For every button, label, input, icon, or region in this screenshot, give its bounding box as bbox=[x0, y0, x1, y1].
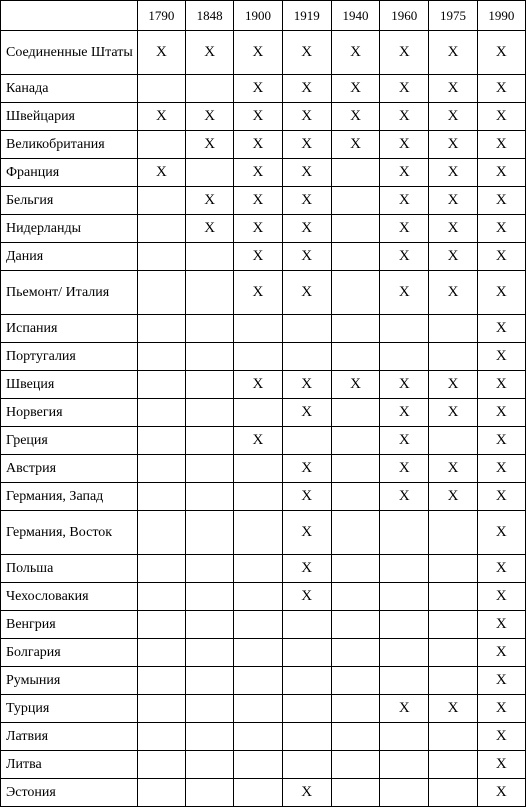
empty-cell bbox=[429, 611, 477, 639]
democracy-mark-cell: X bbox=[380, 187, 429, 215]
empty-cell bbox=[186, 611, 234, 639]
democracy-mark-cell: X bbox=[331, 131, 379, 159]
democracy-mark-cell: X bbox=[477, 555, 525, 583]
empty-cell bbox=[234, 315, 282, 343]
empty-cell bbox=[282, 315, 331, 343]
democracy-mark-cell: X bbox=[331, 371, 379, 399]
democracy-mark-cell: X bbox=[429, 31, 477, 75]
democracy-mark-cell: X bbox=[234, 131, 282, 159]
democracy-mark-cell: X bbox=[477, 611, 525, 639]
democracy-mark-cell: X bbox=[477, 75, 525, 103]
democracy-mark-cell: X bbox=[380, 455, 429, 483]
democracy-mark-cell: X bbox=[282, 455, 331, 483]
country-name-cell: Пьемонт/ Италия bbox=[1, 271, 138, 315]
democracy-mark-cell: X bbox=[380, 75, 429, 103]
empty-cell bbox=[429, 779, 477, 807]
democracy-mark-cell: X bbox=[282, 483, 331, 511]
empty-cell bbox=[282, 343, 331, 371]
democracy-mark-cell: X bbox=[380, 159, 429, 187]
empty-cell bbox=[380, 723, 429, 751]
table-header bbox=[1, 1, 526, 31]
empty-cell bbox=[429, 583, 477, 611]
democracy-mark-cell: X bbox=[477, 343, 525, 371]
empty-cell bbox=[331, 639, 379, 667]
empty-cell bbox=[137, 723, 185, 751]
table-row bbox=[1, 371, 526, 399]
democracy-mark-cell: X bbox=[380, 103, 429, 131]
democracy-mark-cell: X bbox=[282, 779, 331, 807]
country-name-cell: Норвегия bbox=[1, 399, 138, 427]
democracy-mark-cell: X bbox=[234, 215, 282, 243]
empty-cell bbox=[380, 779, 429, 807]
empty-cell bbox=[186, 75, 234, 103]
democracy-mark-cell: X bbox=[186, 103, 234, 131]
empty-cell bbox=[234, 555, 282, 583]
democracy-mark-cell: X bbox=[137, 31, 185, 75]
table-row bbox=[1, 667, 526, 695]
democracy-mark-cell: X bbox=[429, 159, 477, 187]
empty-cell bbox=[234, 611, 282, 639]
empty-cell bbox=[186, 243, 234, 271]
empty-cell bbox=[186, 723, 234, 751]
empty-cell bbox=[186, 483, 234, 511]
empty-cell bbox=[429, 315, 477, 343]
empty-cell bbox=[331, 427, 379, 455]
empty-cell bbox=[186, 427, 234, 455]
empty-cell bbox=[137, 555, 185, 583]
empty-cell bbox=[137, 399, 185, 427]
header-year-1848: 1848 bbox=[186, 1, 234, 31]
header-year-1960: 1960 bbox=[380, 1, 429, 31]
democracy-mark-cell: X bbox=[380, 31, 429, 75]
democracy-mark-cell: X bbox=[380, 399, 429, 427]
democracy-mark-cell: X bbox=[429, 399, 477, 427]
table-row bbox=[1, 103, 526, 131]
empty-cell bbox=[282, 667, 331, 695]
empty-cell bbox=[429, 511, 477, 555]
country-name-cell: Болгария bbox=[1, 639, 138, 667]
democracy-mark-cell: X bbox=[282, 31, 331, 75]
empty-cell bbox=[331, 187, 379, 215]
empty-cell bbox=[186, 511, 234, 555]
empty-cell bbox=[331, 583, 379, 611]
empty-cell bbox=[186, 695, 234, 723]
democracy-mark-cell: X bbox=[477, 667, 525, 695]
democracy-mark-cell: X bbox=[186, 187, 234, 215]
table-row bbox=[1, 611, 526, 639]
democracy-mark-cell: X bbox=[429, 187, 477, 215]
democracy-mark-cell: X bbox=[429, 243, 477, 271]
democracy-mark-cell: X bbox=[282, 103, 331, 131]
democracy-mark-cell: X bbox=[429, 371, 477, 399]
table-row bbox=[1, 215, 526, 243]
democracy-mark-cell: X bbox=[429, 483, 477, 511]
empty-cell bbox=[331, 751, 379, 779]
empty-cell bbox=[137, 483, 185, 511]
empty-cell bbox=[234, 779, 282, 807]
country-name-cell: Греция bbox=[1, 427, 138, 455]
democracy-mark-cell: X bbox=[477, 131, 525, 159]
democracy-mark-cell: X bbox=[477, 103, 525, 131]
democracy-mark-cell: X bbox=[282, 215, 331, 243]
democracy-mark-cell: X bbox=[429, 215, 477, 243]
empty-cell bbox=[380, 667, 429, 695]
democracy-mark-cell: X bbox=[282, 399, 331, 427]
empty-cell bbox=[137, 215, 185, 243]
empty-cell bbox=[380, 583, 429, 611]
empty-cell bbox=[331, 511, 379, 555]
country-name-cell: Турция bbox=[1, 695, 138, 723]
table-row bbox=[1, 723, 526, 751]
democracy-mark-cell: X bbox=[477, 639, 525, 667]
democracy-mark-cell: X bbox=[380, 271, 429, 315]
democracy-mark-cell: X bbox=[234, 75, 282, 103]
table-row bbox=[1, 271, 526, 315]
empty-cell bbox=[331, 695, 379, 723]
democracy-mark-cell: X bbox=[477, 271, 525, 315]
democracy-mark-cell: X bbox=[331, 75, 379, 103]
empty-cell bbox=[186, 455, 234, 483]
country-name-cell: Германия, Восток bbox=[1, 511, 138, 555]
empty-cell bbox=[186, 399, 234, 427]
empty-cell bbox=[234, 695, 282, 723]
empty-cell bbox=[331, 315, 379, 343]
table-row bbox=[1, 399, 526, 427]
empty-cell bbox=[137, 751, 185, 779]
empty-cell bbox=[234, 511, 282, 555]
country-name-cell: Канада bbox=[1, 75, 138, 103]
header-year-1790: 1790 bbox=[137, 1, 185, 31]
democracy-mark-cell: X bbox=[477, 187, 525, 215]
empty-cell bbox=[282, 723, 331, 751]
democracy-mark-cell: X bbox=[380, 243, 429, 271]
democracy-mark-cell: X bbox=[477, 399, 525, 427]
empty-cell bbox=[186, 371, 234, 399]
header-year-1940: 1940 bbox=[331, 1, 379, 31]
empty-cell bbox=[137, 371, 185, 399]
empty-cell bbox=[137, 131, 185, 159]
empty-cell bbox=[282, 427, 331, 455]
empty-cell bbox=[186, 315, 234, 343]
empty-cell bbox=[186, 343, 234, 371]
table-row bbox=[1, 583, 526, 611]
table-row bbox=[1, 187, 526, 215]
empty-cell bbox=[429, 723, 477, 751]
table-row bbox=[1, 555, 526, 583]
democracy-mark-cell: X bbox=[234, 427, 282, 455]
democracy-mark-cell: X bbox=[234, 243, 282, 271]
country-name-cell: Франция bbox=[1, 159, 138, 187]
democracy-mark-cell: X bbox=[137, 103, 185, 131]
empty-cell bbox=[186, 639, 234, 667]
democracy-mark-cell: X bbox=[234, 31, 282, 75]
empty-cell bbox=[331, 159, 379, 187]
empty-cell bbox=[137, 779, 185, 807]
empty-cell bbox=[429, 427, 477, 455]
democracy-mark-cell: X bbox=[137, 159, 185, 187]
empty-cell bbox=[186, 779, 234, 807]
table-row bbox=[1, 31, 526, 75]
empty-cell bbox=[186, 751, 234, 779]
democracy-mark-cell: X bbox=[429, 271, 477, 315]
empty-cell bbox=[137, 343, 185, 371]
democracy-mark-cell: X bbox=[429, 103, 477, 131]
democracy-mark-cell: X bbox=[429, 695, 477, 723]
democracy-mark-cell: X bbox=[282, 131, 331, 159]
empty-cell bbox=[331, 399, 379, 427]
table-row bbox=[1, 511, 526, 555]
country-name-cell: Бельгия bbox=[1, 187, 138, 215]
democracy-mark-cell: X bbox=[477, 723, 525, 751]
empty-cell bbox=[137, 315, 185, 343]
democracy-mark-cell: X bbox=[477, 427, 525, 455]
empty-cell bbox=[186, 555, 234, 583]
country-name-cell: Эстония bbox=[1, 779, 138, 807]
democracy-mark-cell: X bbox=[380, 131, 429, 159]
empty-cell bbox=[186, 667, 234, 695]
empty-cell bbox=[234, 399, 282, 427]
table-row bbox=[1, 131, 526, 159]
header-year-1990: 1990 bbox=[477, 1, 525, 31]
empty-cell bbox=[234, 455, 282, 483]
empty-cell bbox=[234, 483, 282, 511]
empty-cell bbox=[137, 271, 185, 315]
empty-cell bbox=[137, 187, 185, 215]
header-corner-cell bbox=[1, 1, 138, 31]
country-name-cell: Испания bbox=[1, 315, 138, 343]
empty-cell bbox=[380, 555, 429, 583]
empty-cell bbox=[331, 215, 379, 243]
democracy-mark-cell: X bbox=[380, 483, 429, 511]
table-row bbox=[1, 639, 526, 667]
country-name-cell: Австрия bbox=[1, 455, 138, 483]
country-name-cell: Швеция bbox=[1, 371, 138, 399]
empty-cell bbox=[186, 271, 234, 315]
democracy-mark-cell: X bbox=[331, 103, 379, 131]
democracy-mark-cell: X bbox=[477, 31, 525, 75]
democracy-mark-cell: X bbox=[477, 779, 525, 807]
democracy-mark-cell: X bbox=[477, 455, 525, 483]
empty-cell bbox=[234, 639, 282, 667]
empty-cell bbox=[234, 343, 282, 371]
democracy-mark-cell: X bbox=[186, 131, 234, 159]
democracy-mark-cell: X bbox=[234, 103, 282, 131]
country-name-cell: Румыния bbox=[1, 667, 138, 695]
democracy-mark-cell: X bbox=[477, 243, 525, 271]
democracy-mark-cell: X bbox=[477, 315, 525, 343]
democracy-mark-cell: X bbox=[477, 483, 525, 511]
democracy-mark-cell: X bbox=[429, 455, 477, 483]
table-row bbox=[1, 751, 526, 779]
country-name-cell: Дания bbox=[1, 243, 138, 271]
empty-cell bbox=[234, 583, 282, 611]
democracy-mark-cell: X bbox=[282, 187, 331, 215]
empty-cell bbox=[429, 639, 477, 667]
header-year-1975: 1975 bbox=[429, 1, 477, 31]
democracy-mark-cell: X bbox=[234, 159, 282, 187]
empty-cell bbox=[137, 455, 185, 483]
democracy-mark-cell: X bbox=[380, 371, 429, 399]
header-year-1900: 1900 bbox=[234, 1, 282, 31]
empty-cell bbox=[137, 75, 185, 103]
democracy-mark-cell: X bbox=[477, 511, 525, 555]
empty-cell bbox=[137, 611, 185, 639]
democracy-mark-cell: X bbox=[331, 31, 379, 75]
country-name-cell: Великобритания bbox=[1, 131, 138, 159]
empty-cell bbox=[429, 667, 477, 695]
empty-cell bbox=[137, 583, 185, 611]
empty-cell bbox=[234, 751, 282, 779]
empty-cell bbox=[137, 639, 185, 667]
democracy-mark-cell: X bbox=[380, 427, 429, 455]
table-row bbox=[1, 427, 526, 455]
empty-cell bbox=[331, 343, 379, 371]
empty-cell bbox=[186, 159, 234, 187]
democracy-mark-cell: X bbox=[282, 243, 331, 271]
empty-cell bbox=[137, 511, 185, 555]
empty-cell bbox=[429, 343, 477, 371]
country-name-cell: Литва bbox=[1, 751, 138, 779]
empty-cell bbox=[282, 639, 331, 667]
empty-cell bbox=[234, 723, 282, 751]
table-row bbox=[1, 343, 526, 371]
democracy-mark-cell: X bbox=[380, 695, 429, 723]
democracy-mark-cell: X bbox=[282, 555, 331, 583]
democracy-mark-cell: X bbox=[477, 583, 525, 611]
empty-cell bbox=[429, 751, 477, 779]
table-row bbox=[1, 483, 526, 511]
democracy-mark-cell: X bbox=[234, 371, 282, 399]
empty-cell bbox=[380, 343, 429, 371]
empty-cell bbox=[282, 751, 331, 779]
empty-cell bbox=[137, 427, 185, 455]
country-name-cell: Соединенные Штаты bbox=[1, 31, 138, 75]
empty-cell bbox=[282, 695, 331, 723]
table-row bbox=[1, 159, 526, 187]
democracy-mark-cell: X bbox=[234, 187, 282, 215]
country-name-cell: Португалия bbox=[1, 343, 138, 371]
header-year-1919: 1919 bbox=[282, 1, 331, 31]
empty-cell bbox=[282, 611, 331, 639]
empty-cell bbox=[331, 555, 379, 583]
democracy-mark-cell: X bbox=[477, 371, 525, 399]
country-name-cell: Нидерланды bbox=[1, 215, 138, 243]
table-row bbox=[1, 455, 526, 483]
table-row bbox=[1, 75, 526, 103]
empty-cell bbox=[331, 611, 379, 639]
country-name-cell: Венгрия bbox=[1, 611, 138, 639]
democracy-mark-cell: X bbox=[477, 751, 525, 779]
table-row bbox=[1, 779, 526, 807]
empty-cell bbox=[429, 555, 477, 583]
democracy-mark-cell: X bbox=[282, 371, 331, 399]
empty-cell bbox=[137, 243, 185, 271]
democracy-mark-cell: X bbox=[282, 511, 331, 555]
democracy-mark-cell: X bbox=[477, 159, 525, 187]
empty-cell bbox=[380, 751, 429, 779]
democracy-mark-cell: X bbox=[282, 271, 331, 315]
democracy-mark-cell: X bbox=[186, 31, 234, 75]
header-row bbox=[1, 1, 526, 31]
empty-cell bbox=[380, 611, 429, 639]
empty-cell bbox=[137, 695, 185, 723]
country-name-cell: Чехословакия bbox=[1, 583, 138, 611]
empty-cell bbox=[331, 779, 379, 807]
table-row bbox=[1, 695, 526, 723]
democracy-mark-cell: X bbox=[380, 215, 429, 243]
empty-cell bbox=[380, 639, 429, 667]
democracy-mark-cell: X bbox=[282, 159, 331, 187]
empty-cell bbox=[331, 455, 379, 483]
democracy-mark-cell: X bbox=[477, 695, 525, 723]
empty-cell bbox=[331, 667, 379, 695]
country-name-cell: Швейцария bbox=[1, 103, 138, 131]
country-name-cell: Латвия bbox=[1, 723, 138, 751]
democracy-mark-cell: X bbox=[282, 583, 331, 611]
empty-cell bbox=[186, 583, 234, 611]
democracy-mark-cell: X bbox=[282, 75, 331, 103]
country-name-cell: Польша bbox=[1, 555, 138, 583]
empty-cell bbox=[234, 667, 282, 695]
table-body bbox=[1, 31, 526, 807]
democracy-mark-cell: X bbox=[477, 215, 525, 243]
empty-cell bbox=[331, 483, 379, 511]
empty-cell bbox=[380, 511, 429, 555]
empty-cell bbox=[137, 667, 185, 695]
democracy-mark-cell: X bbox=[186, 215, 234, 243]
empty-cell bbox=[331, 723, 379, 751]
table-row bbox=[1, 315, 526, 343]
empty-cell bbox=[331, 243, 379, 271]
democracy-mark-cell: X bbox=[234, 271, 282, 315]
democracy-mark-cell: X bbox=[429, 131, 477, 159]
empty-cell bbox=[331, 271, 379, 315]
country-name-cell: Германия, Запад bbox=[1, 483, 138, 511]
table-row bbox=[1, 243, 526, 271]
democracy-mark-cell: X bbox=[429, 75, 477, 103]
empty-cell bbox=[380, 315, 429, 343]
